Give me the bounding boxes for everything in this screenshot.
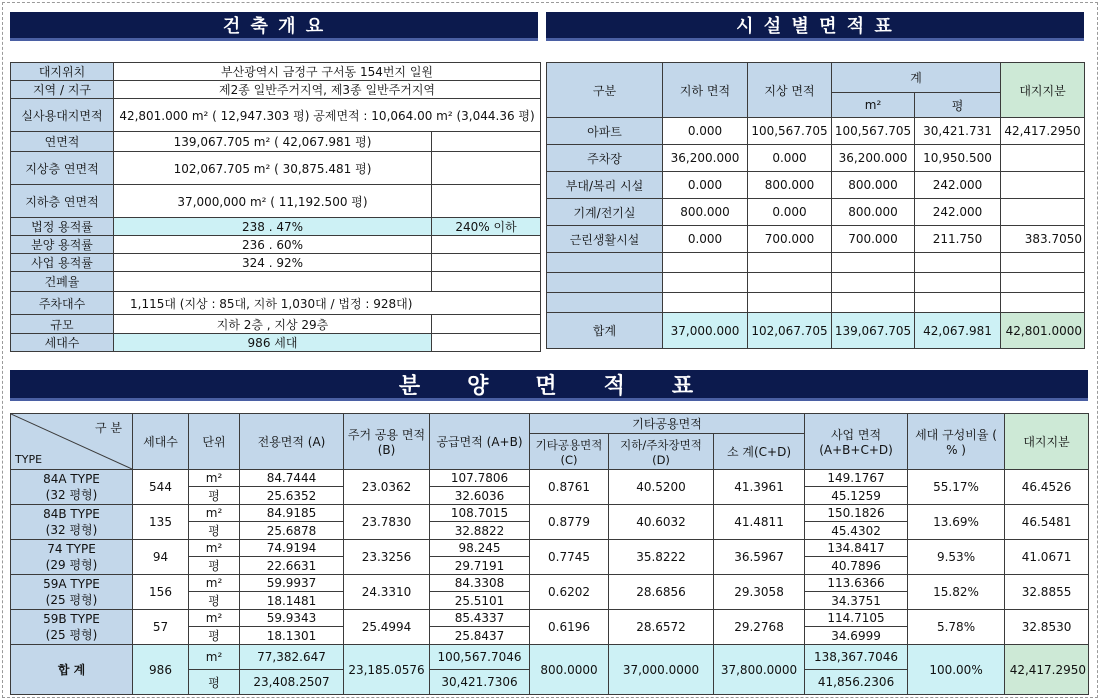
facility-above: 700.000 bbox=[748, 226, 832, 253]
sale-common: 23.0362 bbox=[344, 470, 430, 505]
sale-d: 40.6032 bbox=[609, 505, 714, 540]
sale-households: 94 bbox=[133, 540, 189, 575]
overview-label: 건폐율 bbox=[11, 272, 114, 292]
overview-extra bbox=[432, 334, 541, 352]
sale-ex-m2: 59.9937 bbox=[240, 575, 344, 592]
overview-value: 제2종 일반주거지역, 제3종 일반주거지역 bbox=[114, 81, 541, 99]
sale-sub: 36.5967 bbox=[714, 540, 805, 575]
sale-sup-m2: 84.3308 bbox=[430, 575, 530, 592]
sale-d: 28.6572 bbox=[609, 610, 714, 645]
sale-c: 0.8779 bbox=[530, 505, 609, 540]
sale-ratio: 15.82% bbox=[908, 575, 1005, 610]
facility-above: 800.000 bbox=[748, 172, 832, 199]
sale-type-cell bbox=[11, 540, 133, 575]
facility-under: 0.000 bbox=[663, 226, 748, 253]
sale-total-d: 37,000.0000 bbox=[609, 645, 714, 695]
sale-ex-m2: 84.9185 bbox=[240, 505, 344, 522]
facility-header-land: 대지지분 bbox=[1001, 63, 1085, 118]
overview-row bbox=[11, 185, 541, 218]
sale-c: 0.8761 bbox=[530, 470, 609, 505]
sale-bus-py: 34.6999 bbox=[805, 627, 908, 645]
facility-total-py: 42,067.981 bbox=[915, 313, 1001, 349]
sale-sup-m2: 98.245 bbox=[430, 540, 530, 557]
sale-row bbox=[11, 470, 1089, 487]
sale-header-other-d: 지하/주차장면적 (D) bbox=[609, 434, 714, 470]
facility-row bbox=[547, 118, 1085, 145]
sale-common: 25.4994 bbox=[344, 610, 430, 645]
facility-py: 242.000 bbox=[915, 172, 1001, 199]
sale-total-land: 42,417.2950 bbox=[1005, 645, 1089, 695]
overview-label: 지상층 연면적 bbox=[11, 152, 114, 185]
facility-py: 30,421.731 bbox=[915, 118, 1001, 145]
sale-total-ex-py: 23,408.2507 bbox=[240, 670, 344, 695]
overview-row bbox=[11, 99, 541, 132]
facility-total-above: 102,067.705 bbox=[748, 313, 832, 349]
facility-header-div: 구분 bbox=[547, 63, 663, 118]
overview-value: 37,000,000 m² ( 11,192.500 평) bbox=[114, 185, 432, 218]
sale-header-div-cell bbox=[11, 414, 133, 470]
sale-bus-py: 40.7896 bbox=[805, 557, 908, 575]
overview-value: 지하 2층 , 지상 29층 bbox=[114, 315, 432, 334]
sale-type-cell bbox=[11, 610, 133, 645]
facility-above: 0.000 bbox=[748, 145, 832, 172]
facility-total-under: 37,000.000 bbox=[663, 313, 748, 349]
facility-name: 기계/전기실 bbox=[547, 199, 663, 226]
sale-header-other-sub: 소 계(C+D) bbox=[714, 434, 805, 470]
sale-land: 46.5481 bbox=[1005, 505, 1089, 540]
sale-ratio: 13.69% bbox=[908, 505, 1005, 540]
facility-header-total: 계 bbox=[832, 63, 1001, 93]
sale-header-div: 구 분 bbox=[95, 421, 122, 435]
sale-households: 57 bbox=[133, 610, 189, 645]
sale-total-bus-py: 41,856.2306 bbox=[805, 670, 908, 695]
sale-households: 156 bbox=[133, 575, 189, 610]
facility-total-name: 합계 bbox=[547, 313, 663, 349]
overview-row bbox=[11, 236, 541, 254]
sale-ex-py: 22.6631 bbox=[240, 557, 344, 575]
facility-under: 0.000 bbox=[663, 118, 748, 145]
overview-row bbox=[11, 334, 541, 352]
facility-py: 242.000 bbox=[915, 199, 1001, 226]
sale-header-type: TYPE bbox=[15, 453, 43, 466]
overview-label: 연면적 bbox=[11, 132, 114, 152]
facility-total-row bbox=[547, 313, 1085, 349]
facility-under: 800.000 bbox=[663, 199, 748, 226]
facility-table bbox=[546, 62, 1085, 349]
sale-row bbox=[11, 610, 1089, 627]
sale-header-other-c: 기타공용면적 (C) bbox=[530, 434, 609, 470]
sale-header-common: 주거 공용 면적 (B) bbox=[344, 414, 430, 470]
sale-total-ex-m2: 77,382.647 bbox=[240, 645, 344, 670]
sale-common: 23.3256 bbox=[344, 540, 430, 575]
facility-header-under: 지하 면적 bbox=[663, 63, 748, 118]
overview-row bbox=[11, 81, 541, 99]
sale-header-land: 대지지분 bbox=[1005, 414, 1089, 470]
sale-header-unit: 단위 bbox=[189, 414, 240, 470]
facility-row bbox=[547, 226, 1085, 253]
sale-bus-py: 45.4302 bbox=[805, 522, 908, 540]
overview-value: 42,801.000 m² ( 12,947.303 평) 공제면적 : 10,064.00 m² (3,044.36 평) bbox=[114, 99, 541, 132]
facility-under: 36,200.000 bbox=[663, 145, 748, 172]
sale-py-type: (25 평형) bbox=[45, 627, 98, 642]
overview-extra bbox=[432, 132, 541, 152]
overview-value: 1,115대 (지상 : 85대, 지하 1,030대 / 법정 : 928대) bbox=[114, 292, 541, 315]
facility-m2: 800.000 bbox=[832, 199, 915, 226]
overview-extra: 240% 이하 bbox=[432, 218, 541, 236]
sale-unit-m2: m² bbox=[189, 505, 240, 522]
overview-extra bbox=[432, 152, 541, 185]
sale-unit-py: 평 bbox=[189, 670, 240, 695]
overview-label: 대지위치 bbox=[11, 63, 114, 81]
sale-unit-m2: m² bbox=[189, 540, 240, 557]
sale-total-sup-py: 30,421.7306 bbox=[430, 670, 530, 695]
overview-label: 법정 용적률 bbox=[11, 218, 114, 236]
facility-total-m2: 139,067.705 bbox=[832, 313, 915, 349]
overview-value: 139,067.705 m² ( 42,067.981 평) bbox=[114, 132, 432, 152]
facility-above: 0.000 bbox=[748, 199, 832, 226]
sale-sup-py: 32.8822 bbox=[430, 522, 530, 540]
overview-label: 세대수 bbox=[11, 334, 114, 352]
sale-header-supply: 공급면적 (A+B) bbox=[430, 414, 530, 470]
facility-header-row bbox=[547, 63, 1085, 93]
facility-header-m2: m² bbox=[832, 93, 915, 118]
facility-row bbox=[547, 145, 1085, 172]
overview-value: 986 세대 bbox=[114, 334, 432, 352]
sale-sup-py: 25.5101 bbox=[430, 592, 530, 610]
sale-households: 544 bbox=[133, 470, 189, 505]
sale-row bbox=[11, 505, 1089, 522]
sale-table bbox=[10, 413, 1089, 695]
sale-type: 74 TYPE bbox=[47, 541, 96, 556]
facility-name: 아파트 bbox=[547, 118, 663, 145]
sale-bus-m2: 114.7105 bbox=[805, 610, 908, 627]
sale-ex-m2: 84.7444 bbox=[240, 470, 344, 487]
sale-header-exclusive: 전용면적 (A) bbox=[240, 414, 344, 470]
overview-extra bbox=[432, 185, 541, 218]
facility-empty-row bbox=[547, 293, 1085, 313]
facility-header-py: 평 bbox=[915, 93, 1001, 118]
sale-ex-py: 25.6878 bbox=[240, 522, 344, 540]
sale-sup-m2: 107.7806 bbox=[430, 470, 530, 487]
facility-under: 0.000 bbox=[663, 172, 748, 199]
sale-c: 0.6202 bbox=[530, 575, 609, 610]
overview-label: 규모 bbox=[11, 315, 114, 334]
facility-land bbox=[1001, 145, 1085, 172]
sale-type: 59B TYPE bbox=[43, 611, 100, 626]
facility-title-banner bbox=[546, 12, 1084, 41]
sale-d: 28.6856 bbox=[609, 575, 714, 610]
sale-land: 32.8530 bbox=[1005, 610, 1089, 645]
sale-unit-py: 평 bbox=[189, 522, 240, 540]
overview-label: 사업 용적률 bbox=[11, 254, 114, 272]
sale-header-ratio: 세대 구성비율 ( % ) bbox=[908, 414, 1005, 470]
sale-row bbox=[11, 575, 1089, 592]
sale-total-c: 800.0000 bbox=[530, 645, 609, 695]
overview-title-banner bbox=[10, 12, 538, 41]
overview-extra bbox=[432, 254, 541, 272]
overview-row bbox=[11, 218, 541, 236]
facility-m2: 700.000 bbox=[832, 226, 915, 253]
sale-header-business: 사업 면적 (A+B+C+D) bbox=[805, 414, 908, 470]
sale-bus-py: 45.1259 bbox=[805, 487, 908, 505]
sale-total-sub: 37,800.0000 bbox=[714, 645, 805, 695]
sale-d: 35.8222 bbox=[609, 540, 714, 575]
overview-title: 건 축 개 요 bbox=[222, 16, 326, 37]
overview-extra bbox=[432, 315, 541, 334]
sale-bus-py: 34.3751 bbox=[805, 592, 908, 610]
sale-type-cell bbox=[11, 470, 133, 505]
sale-sub: 41.3961 bbox=[714, 470, 805, 505]
sale-unit-py: 평 bbox=[189, 487, 240, 505]
sale-row bbox=[11, 540, 1089, 557]
overview-value: 236 . 60% bbox=[114, 236, 432, 254]
sale-ex-m2: 74.9194 bbox=[240, 540, 344, 557]
facility-above: 100,567.705 bbox=[748, 118, 832, 145]
overview-label: 주차대수 bbox=[11, 292, 114, 315]
sale-unit-py: 평 bbox=[189, 592, 240, 610]
overview-row bbox=[11, 272, 541, 292]
sale-total-ratio: 100.00% bbox=[908, 645, 1005, 695]
facility-total-land: 42,801.0000 bbox=[1001, 313, 1085, 349]
overview-label: 지하층 연면적 bbox=[11, 185, 114, 218]
sale-land: 46.4526 bbox=[1005, 470, 1089, 505]
facility-land bbox=[1001, 199, 1085, 226]
facility-m2: 36,200.000 bbox=[832, 145, 915, 172]
sale-header-other: 기타공용면적 bbox=[530, 414, 805, 434]
overview-table bbox=[10, 62, 541, 352]
sale-sub: 29.2768 bbox=[714, 610, 805, 645]
overview-value: 238 . 47% bbox=[114, 218, 432, 236]
sale-total-households: 986 bbox=[133, 645, 189, 695]
sale-sub: 41.4811 bbox=[714, 505, 805, 540]
sale-ratio: 5.78% bbox=[908, 610, 1005, 645]
sale-c: 0.6196 bbox=[530, 610, 609, 645]
sale-land: 32.8855 bbox=[1005, 575, 1089, 610]
facility-name: 근린생활시설 bbox=[547, 226, 663, 253]
sale-total-bus-m2: 138,367.7046 bbox=[805, 645, 908, 670]
sale-sub: 29.3058 bbox=[714, 575, 805, 610]
overview-extra bbox=[432, 236, 541, 254]
overview-row bbox=[11, 315, 541, 334]
sale-header-households: 세대수 bbox=[133, 414, 189, 470]
overview-label: 지역 / 지구 bbox=[11, 81, 114, 99]
overview-value: 324 . 92% bbox=[114, 254, 432, 272]
overview-row bbox=[11, 152, 541, 185]
overview-row bbox=[11, 254, 541, 272]
sale-py-type: (32 평형) bbox=[45, 522, 98, 537]
facility-empty-row bbox=[547, 253, 1085, 273]
sale-bus-m2: 113.6366 bbox=[805, 575, 908, 592]
sale-total-label: 합 계 bbox=[11, 645, 133, 695]
facility-title: 시 설 별 면 적 표 bbox=[736, 16, 894, 37]
sale-title: 분 양 면 적 표 bbox=[398, 373, 700, 399]
overview-value bbox=[114, 272, 432, 292]
sale-type-cell bbox=[11, 575, 133, 610]
overview-value: 부산광역시 금정구 구서동 154번지 일원 bbox=[114, 63, 541, 81]
sale-unit-m2: m² bbox=[189, 610, 240, 627]
sale-sup-py: 32.6036 bbox=[430, 487, 530, 505]
sale-total-sup-m2: 100,567.7046 bbox=[430, 645, 530, 670]
facility-empty-row bbox=[547, 273, 1085, 293]
facility-land: 42,417.2950 bbox=[1001, 118, 1085, 145]
sale-sup-py: 25.8437 bbox=[430, 627, 530, 645]
sale-type: 84B TYPE bbox=[43, 506, 100, 521]
overview-label: 분양 용적률 bbox=[11, 236, 114, 254]
overview-row bbox=[11, 132, 541, 152]
facility-land bbox=[1001, 172, 1085, 199]
sale-header-row bbox=[11, 414, 1089, 434]
sale-unit-py: 평 bbox=[189, 627, 240, 645]
sale-ex-py: 25.6352 bbox=[240, 487, 344, 505]
sale-sup-m2: 108.7015 bbox=[430, 505, 530, 522]
overview-row bbox=[11, 63, 541, 81]
sale-sup-m2: 85.4337 bbox=[430, 610, 530, 627]
sale-bus-m2: 150.1826 bbox=[805, 505, 908, 522]
sale-households: 135 bbox=[133, 505, 189, 540]
sale-py-type: (29 평형) bbox=[45, 557, 98, 572]
sale-py-type: (32 평형) bbox=[45, 487, 98, 502]
overview-value: 102,067.705 m² ( 30,875.481 평) bbox=[114, 152, 432, 185]
sale-total-row bbox=[11, 645, 1089, 670]
sale-ex-py: 18.1481 bbox=[240, 592, 344, 610]
sale-unit-py: 평 bbox=[189, 557, 240, 575]
sale-bus-m2: 134.8417 bbox=[805, 540, 908, 557]
sale-ex-py: 18.1301 bbox=[240, 627, 344, 645]
facility-py: 211.750 bbox=[915, 226, 1001, 253]
sale-ratio: 9.53% bbox=[908, 540, 1005, 575]
sale-unit-m2: m² bbox=[189, 575, 240, 592]
sale-unit-m2: m² bbox=[189, 645, 240, 670]
facility-name: 부대/복리 시설 bbox=[547, 172, 663, 199]
facility-land: 383.7050 bbox=[1001, 226, 1085, 253]
sale-c: 0.7745 bbox=[530, 540, 609, 575]
facility-py: 10,950.500 bbox=[915, 145, 1001, 172]
overview-row bbox=[11, 292, 541, 315]
sale-common: 24.3310 bbox=[344, 575, 430, 610]
overview-extra bbox=[432, 272, 541, 292]
facility-header-above: 지상 면적 bbox=[748, 63, 832, 118]
overview-label: 실사용대지면적 bbox=[11, 99, 114, 132]
sale-sup-py: 29.7191 bbox=[430, 557, 530, 575]
sale-type: 84A TYPE bbox=[43, 471, 100, 486]
sale-type: 59A TYPE bbox=[43, 576, 100, 591]
sale-total-common: 23,185.0576 bbox=[344, 645, 430, 695]
sale-land: 41.0671 bbox=[1005, 540, 1089, 575]
facility-row bbox=[547, 172, 1085, 199]
facility-m2: 100,567.705 bbox=[832, 118, 915, 145]
sale-ratio: 55.17% bbox=[908, 470, 1005, 505]
sale-type-cell bbox=[11, 505, 133, 540]
sale-py-type: (25 평형) bbox=[45, 592, 98, 607]
sale-bus-m2: 149.1767 bbox=[805, 470, 908, 487]
sale-unit-m2: m² bbox=[189, 470, 240, 487]
sale-ex-m2: 59.9343 bbox=[240, 610, 344, 627]
sale-common: 23.7830 bbox=[344, 505, 430, 540]
facility-m2: 800.000 bbox=[832, 172, 915, 199]
facility-name: 주차장 bbox=[547, 145, 663, 172]
facility-row bbox=[547, 199, 1085, 226]
sale-title-banner bbox=[10, 370, 1088, 401]
sale-d: 40.5200 bbox=[609, 470, 714, 505]
